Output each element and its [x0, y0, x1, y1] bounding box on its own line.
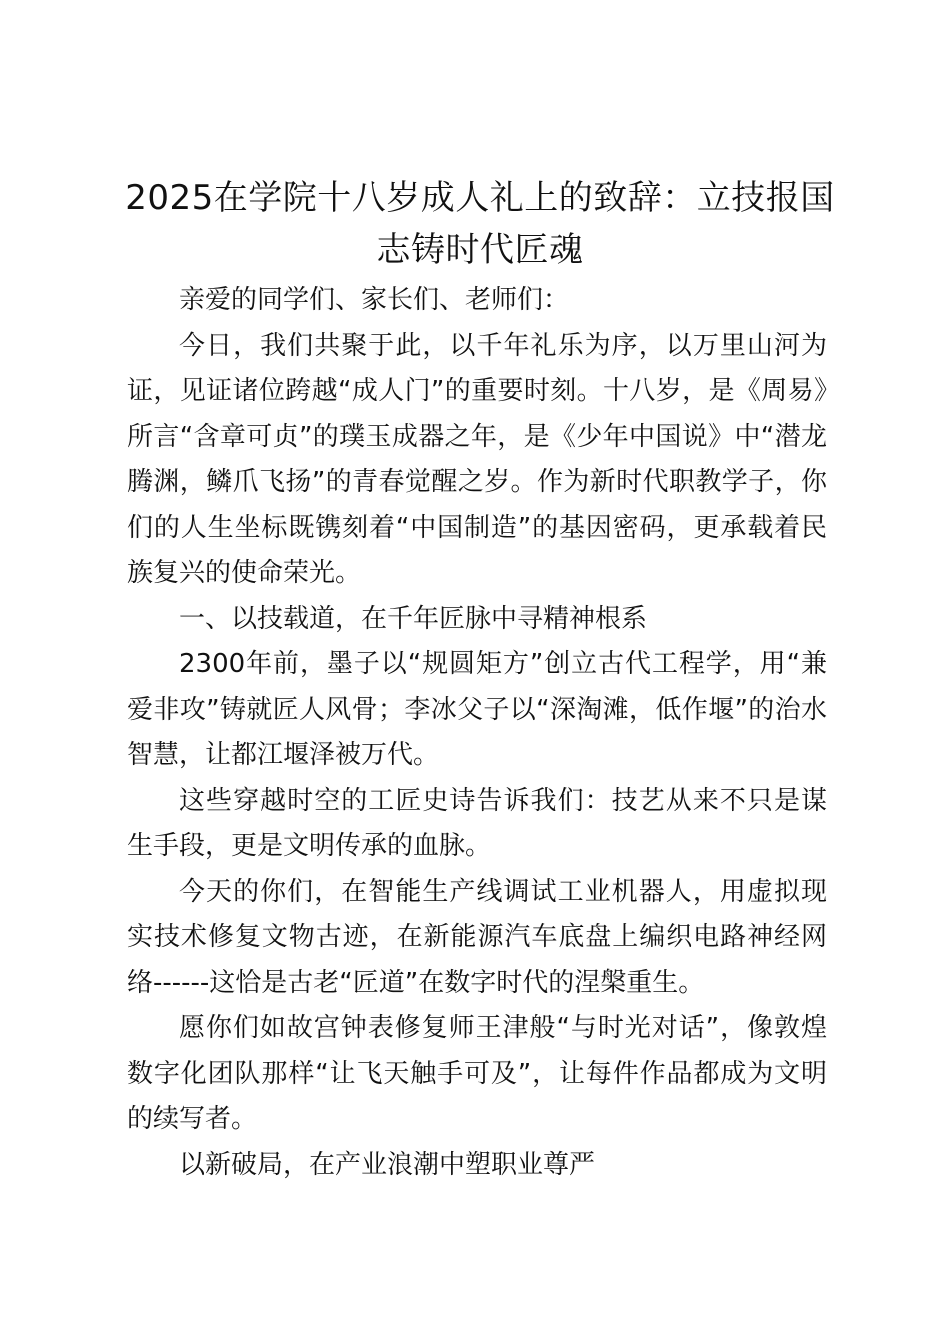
- paragraph-salutation: 亲爱的同学们、家长们、老师们：: [179, 285, 570, 315]
- paragraph-history: 2300年前，墨子以“规圆矩方”创立古代工程学，用“兼爱非攻”铸就匠人风骨；李冰父子以“深淘滩，低作堰”的治水智慧，让都江堰泽被万代。: [127, 649, 827, 770]
- paragraph-wish: 愿你们如故宫钟表修复师王津般“与时光对话”，像敦煌数字化团队那样“让飞天触手可及”，让每件作品都成为文明的续写者。: [127, 1013, 827, 1134]
- document-title: 2025在学院十八岁成人礼上的致辞：立技报国志铸时代匠魂: [125, 178, 835, 270]
- paragraph-opening: 今日，我们共聚于此，以千年礼乐为序，以万里山河为证，见证诸位跨越“成人门”的重要时刻。十八岁，是《周易》所言“含章可贞”的璞玉成器之年，是《少年中国说》中“潜龙腾渊，鳞爪飞扬”的青春觉醒之岁。作为新时代职教学子，你们的人生坐标既镌刻着“中国制造”的基因密码，更承载着民族复兴的使命荣光。: [127, 330, 827, 588]
- paragraph-epic: 这些穿越时空的工匠史诗告诉我们：技艺从来不只是谋生手段，更是文明传承的血脉。: [127, 785, 827, 861]
- section-heading-2: 以新破局，在产业浪潮中塑职业尊严: [179, 1149, 596, 1180]
- section-heading-1: 一、以技载道，在千年匠脉中寻精神根系: [179, 603, 648, 634]
- document-body: [127, 278, 827, 1188]
- paragraph-today: 今天的你们，在智能生产线调试工业机器人，用虚拟现实技术修复文物古迹，在新能源汽车底盘上编织电路神经网络------这恰是古老“匠道”在数字时代的涅槃重生。: [127, 876, 827, 998]
